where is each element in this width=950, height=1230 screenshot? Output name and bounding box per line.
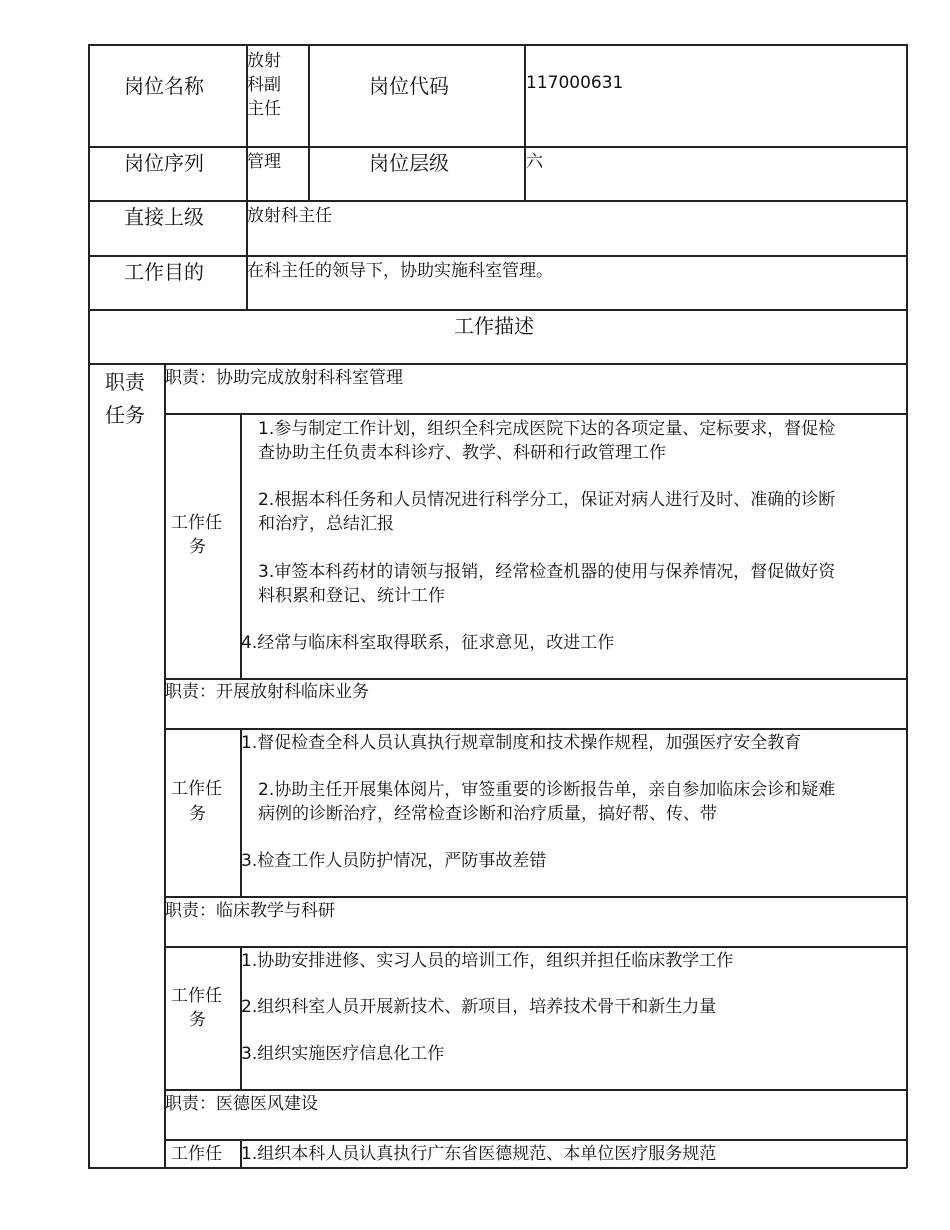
task-label: 工作任 xyxy=(171,779,222,799)
task-item: 4.经常与临床科室取得联系，征求意见，改进工作 xyxy=(241,633,615,653)
task-label: 务 xyxy=(189,1010,206,1030)
task-label: 务 xyxy=(189,804,206,824)
task-item: 1.协助安排进修、实习人员的培训工作，组织并担任临床教学工作 xyxy=(241,951,734,971)
row-divider xyxy=(88,146,907,148)
task-item: 2.组织科室人员开展新技术、新项目，培养技术骨干和新生力量 xyxy=(241,997,717,1017)
position-name-label: 岗位名称 xyxy=(124,74,204,98)
duty-task-label: 职责 xyxy=(105,370,145,394)
duty-divider xyxy=(164,946,907,948)
table-border-right xyxy=(906,44,908,1168)
task-label: 工作任 xyxy=(171,513,222,533)
duty-divider xyxy=(164,896,907,898)
task-item: 1.组织本科人员认真执行广东省医德规范、本单位医疗服务规范 xyxy=(241,1144,717,1164)
task-item: 3.审签本科药材的请领与报销，经常检查机器的使用与保养情况，督促做好资 xyxy=(258,562,836,582)
position-level-label: 岗位层级 xyxy=(369,151,449,175)
task-item: 查协助主任负责本科诊疗、教学、科研和行政管理工作 xyxy=(258,443,666,463)
position-name-value-line: 主任 xyxy=(247,99,281,119)
duty-divider xyxy=(164,413,907,415)
row-divider xyxy=(88,200,907,202)
col-divider xyxy=(308,44,310,200)
position-code-value: 117000631 xyxy=(526,73,624,93)
work-description-title: 工作描述 xyxy=(454,314,534,338)
task-item: 1.督促检查全科人员认真执行规章制度和技术操作规程，加强医疗安全教育 xyxy=(241,733,802,753)
table-border-top xyxy=(88,44,907,46)
duty-divider xyxy=(164,1089,907,1091)
task-label: 务 xyxy=(189,537,206,557)
position-code-label: 岗位代码 xyxy=(369,74,449,98)
duty-title: 职责：开展放射科临床业务 xyxy=(165,682,369,702)
duty-title: 职责：临床教学与科研 xyxy=(165,901,335,921)
work-goal-value: 在科主任的领导下，协助实施科室管理。 xyxy=(247,261,553,281)
task-item: 2.根据本科任务和人员情况进行科学分工，保证对病人进行及时、准确的诊断 xyxy=(258,490,836,510)
task-item: 1.参与制定工作计划，组织全科完成医院下达的各项定量、定标要求，督促检 xyxy=(258,419,836,439)
position-series-label: 岗位序列 xyxy=(124,151,204,175)
task-item: 3.检查工作人员防护情况，严防事故差错 xyxy=(241,851,547,871)
task-label: 工作任 xyxy=(171,986,222,1006)
duty-divider xyxy=(164,728,907,730)
row-divider xyxy=(88,255,907,257)
superior-value: 放射科主任 xyxy=(247,206,332,226)
row-divider xyxy=(88,363,907,365)
task-item: 料积累和登记、统计工作 xyxy=(258,586,445,606)
position-level-value: 六 xyxy=(526,152,543,172)
position-name-value-line: 放射 xyxy=(247,51,281,71)
task-item: 2.协助主任开展集体阅片，审签重要的诊断报告单，亲自参加临床会诊和疑难 xyxy=(258,780,836,800)
col-divider xyxy=(524,44,526,200)
col-divider xyxy=(164,363,166,1168)
superior-label: 直接上级 xyxy=(124,205,204,229)
duty-title: 职责：协助完成放射科科室管理 xyxy=(165,368,403,388)
position-name-value-line: 科副 xyxy=(247,75,281,95)
task-label: 工作任 xyxy=(171,1144,222,1164)
task-item: 3.组织实施医疗信息化工作 xyxy=(241,1044,445,1064)
table-border-left xyxy=(88,44,90,1168)
work-goal-label: 工作目的 xyxy=(124,260,204,284)
duty-divider xyxy=(164,1139,907,1141)
duty-divider xyxy=(164,678,907,680)
task-item: 和治疗，总结汇报 xyxy=(258,514,394,534)
task-item: 病例的诊断治疗，经常检查诊断和治疗质量，搞好帮、传、带 xyxy=(258,804,717,824)
duty-title: 职责：医德医风建设 xyxy=(165,1094,318,1114)
position-series-value: 管理 xyxy=(247,152,281,172)
table-border-bottom xyxy=(88,1167,907,1169)
duty-task-label: 任务 xyxy=(105,403,145,427)
row-divider xyxy=(88,309,907,311)
